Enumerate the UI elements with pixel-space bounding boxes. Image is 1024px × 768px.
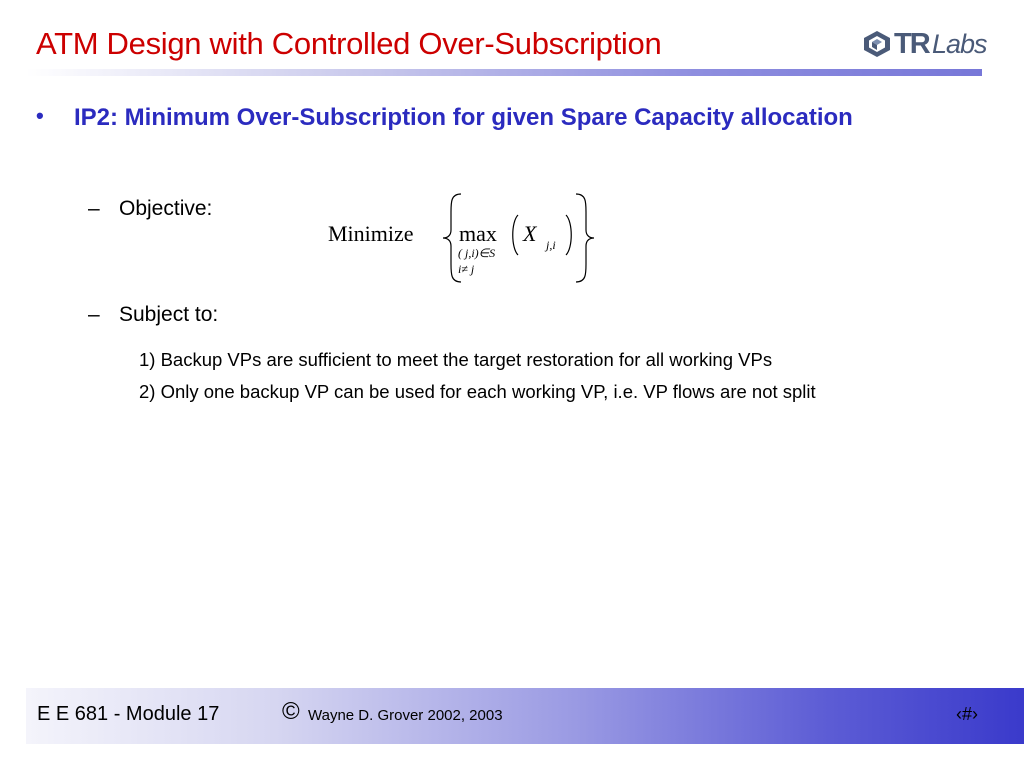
objective-formula bbox=[328, 188, 598, 284]
objective-dash: – bbox=[88, 197, 100, 220]
bullet-marker: • bbox=[36, 103, 44, 128]
slide-title: ATM Design with Controlled Over-Subscription bbox=[36, 26, 662, 61]
footer-copyright: Wayne D. Grover 2002, 2003 bbox=[308, 707, 503, 724]
footer-page-number: ‹#› bbox=[956, 704, 978, 724]
constraint-1: 1) Backup VPs are sufficient to meet the target restoration for all working VPs bbox=[139, 349, 773, 370]
formula-max: max bbox=[459, 221, 497, 246]
formula-right-brace bbox=[574, 192, 596, 284]
subject-label: Subject to: bbox=[119, 303, 219, 326]
formula-subscript-set: ( j,i)∈S bbox=[458, 246, 496, 260]
constraint-2-text: 2) Only one backup VP can be used for each working VP, i.e. VP flows are not split bbox=[139, 381, 816, 402]
formula-subscript-condition: i≠ j bbox=[458, 262, 475, 276]
formula-variable-subscript: j,i bbox=[546, 238, 556, 252]
main-bullet-text: IP2: Minimum Over-Subscription for given Spare Capacity allocation bbox=[74, 104, 853, 131]
formula-minimize: Minimize bbox=[328, 221, 414, 246]
subject-dash: – bbox=[88, 303, 100, 326]
constraint-2 bbox=[139, 377, 939, 406]
footer-bar bbox=[26, 688, 1024, 744]
formula-variable: X bbox=[523, 221, 537, 246]
footer-course: E E 681 - Module 17 bbox=[37, 703, 220, 725]
copyright-icon: © bbox=[282, 698, 300, 725]
logo-text-tr: TR bbox=[894, 28, 929, 60]
logo-text-labs: Labs bbox=[932, 29, 987, 59]
objective-label: Objective: bbox=[119, 197, 213, 220]
trlabs-emblem-icon bbox=[862, 30, 892, 58]
formula-left-paren bbox=[508, 214, 520, 256]
trlabs-logo bbox=[862, 28, 992, 62]
title-underline bbox=[26, 69, 982, 76]
